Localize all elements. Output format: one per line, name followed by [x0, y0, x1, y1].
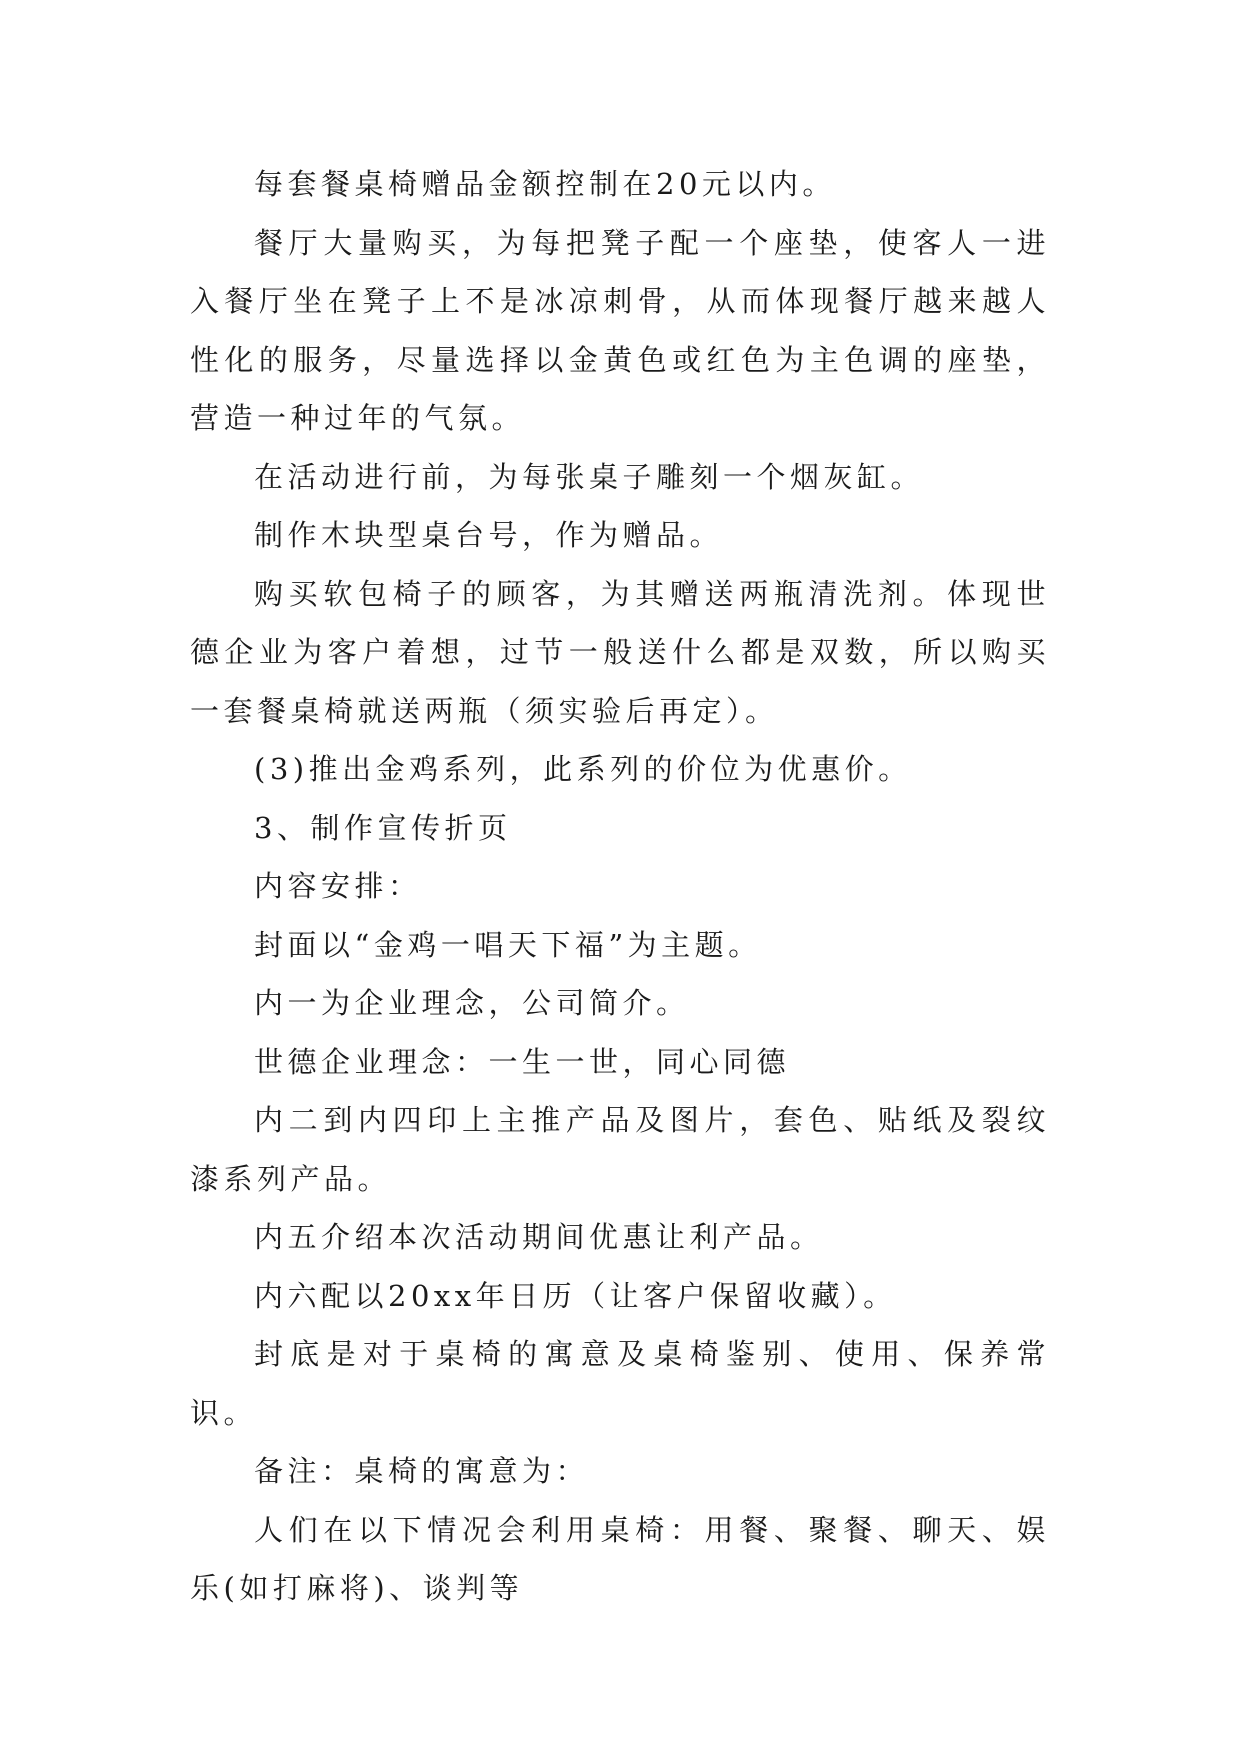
paragraph-seat-cushion: 餐厅大量购买，为每把凳子配一个座垫，使客人一进入餐厅坐在凳子上不是冰凉刺骨，从而体现餐厅越来越人性化的服务，尽量选择以金黄色或红色为主色调的座垫，营造一种过年的气氛。 — [190, 225, 1050, 435]
paragraph-golden-rooster-series: (3)推出金鸡系列，此系列的价位为优惠价。 — [254, 752, 912, 786]
paragraph-table-number: 制作木块型桌台号，作为赠品。 — [254, 518, 724, 552]
paragraph-usage-cases: 人们在以下情况会利用桌椅：用餐、聚餐、聊天、娱乐(如打麻将)、谈判等 — [190, 1512, 1050, 1605]
paragraph-gift-limit: 每套餐桌椅赠品金额控制在20元以内。 — [254, 167, 836, 201]
paragraph-inner-one: 内一为企业理念，公司简介。 — [254, 986, 690, 1020]
paragraph-cover: 封面以“金鸡一唱天下福”为主题。 — [254, 927, 762, 962]
paragraph-content-arrangement: 内容安排： — [254, 869, 422, 903]
paragraph-company-philosophy: 世德企业理念：一生一世，同心同德 — [254, 1044, 791, 1079]
paragraph-inner-two-to-four: 内二到内四印上主推产品及图片，套色、贴纸及裂纹漆系列产品。 — [190, 1103, 1050, 1196]
section-heading-brochure: 3、制作宣传折页 — [254, 810, 512, 845]
paragraph-back-cover: 封底是对于桌椅的寓意及桌椅鉴别、使用、保养常识。 — [190, 1337, 1050, 1430]
paragraph-ashtray: 在活动进行前，为每张桌子雕刻一个烟灰缸。 — [254, 459, 925, 494]
paragraph-inner-six: 内六配以20xx年日历（让客户保留收藏）。 — [254, 1278, 897, 1313]
document-body — [190, 155, 1050, 1618]
paragraph-cleaner-gift: 购买软包椅子的顾客，为其赠送两瓶清洗剂。体现世德企业为客户着想，过节一般送什么都是双数，所以购买一套餐桌椅就送两瓶（须实验后再定）。 — [190, 576, 1050, 728]
paragraph-note: 备注：桌椅的寓意为： — [254, 1454, 590, 1488]
paragraph-inner-five: 内五介绍本次活动期间优惠让利产品。 — [254, 1220, 824, 1254]
